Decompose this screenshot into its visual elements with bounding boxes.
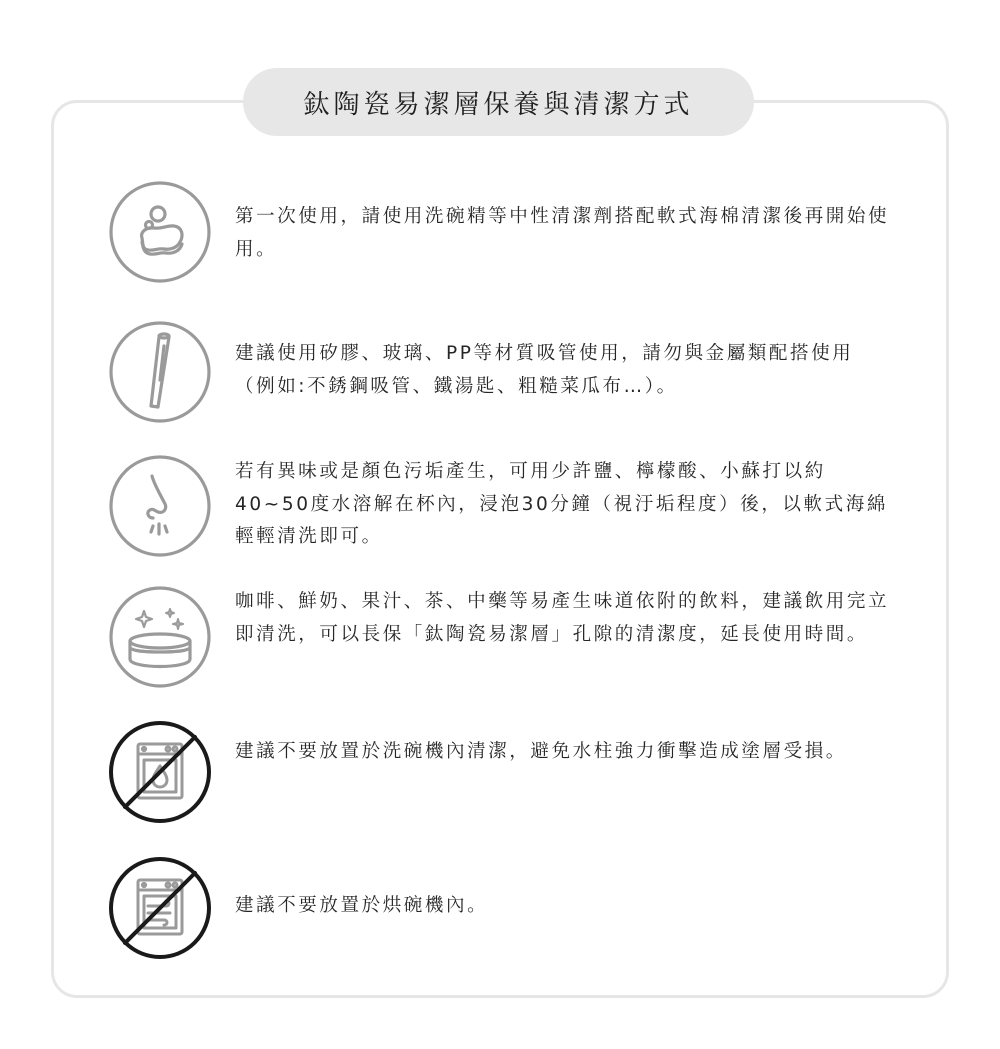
item-text: 建議不要放置於洗碗機內清潔，避免水柱強力衝擊造成塗層受損。 [235,741,847,762]
nose-smell-icon [108,454,212,558]
no-dishwasher-icon [108,720,212,824]
item-text: 咖啡、鮮奶、果汁、茶、中藥等易產生味道依附的飲料，建議飲用完立即清洗，可以長保「鈦陶瓷易潔層」孔隙的清潔度，延長使用時間。 [235,591,890,645]
no-dish-dryer-icon [108,856,212,960]
item-text: 第一次使用，請使用洗碗精等中性清潔劑搭配軟式海棉清潔後再開始使用。 [235,206,890,260]
sparkling-cup-icon [108,585,212,689]
page-title: 鈦陶瓷易潔層保養與清潔方式 [243,68,754,136]
item-text: 若有異味或是顏色污垢產生，可用少許鹽、檸檬酸、小蘇打以約40~50度水溶解在杯內，浸泡30分鐘（視汙垢程度）後，以軟式海綿輕輕清洗即可。 [235,461,888,547]
item-text: 建議不要放置於烘碗機內。 [235,895,489,916]
sponge-icon [108,180,212,284]
straw-icon [108,320,212,424]
item-text: 建議使用矽膠、玻璃、PP等材質吸管使用，請勿與金屬類配搭使用（例如:不銹鋼吸管、鐵湯匙、粗糙菜瓜布…）。 [235,343,854,397]
